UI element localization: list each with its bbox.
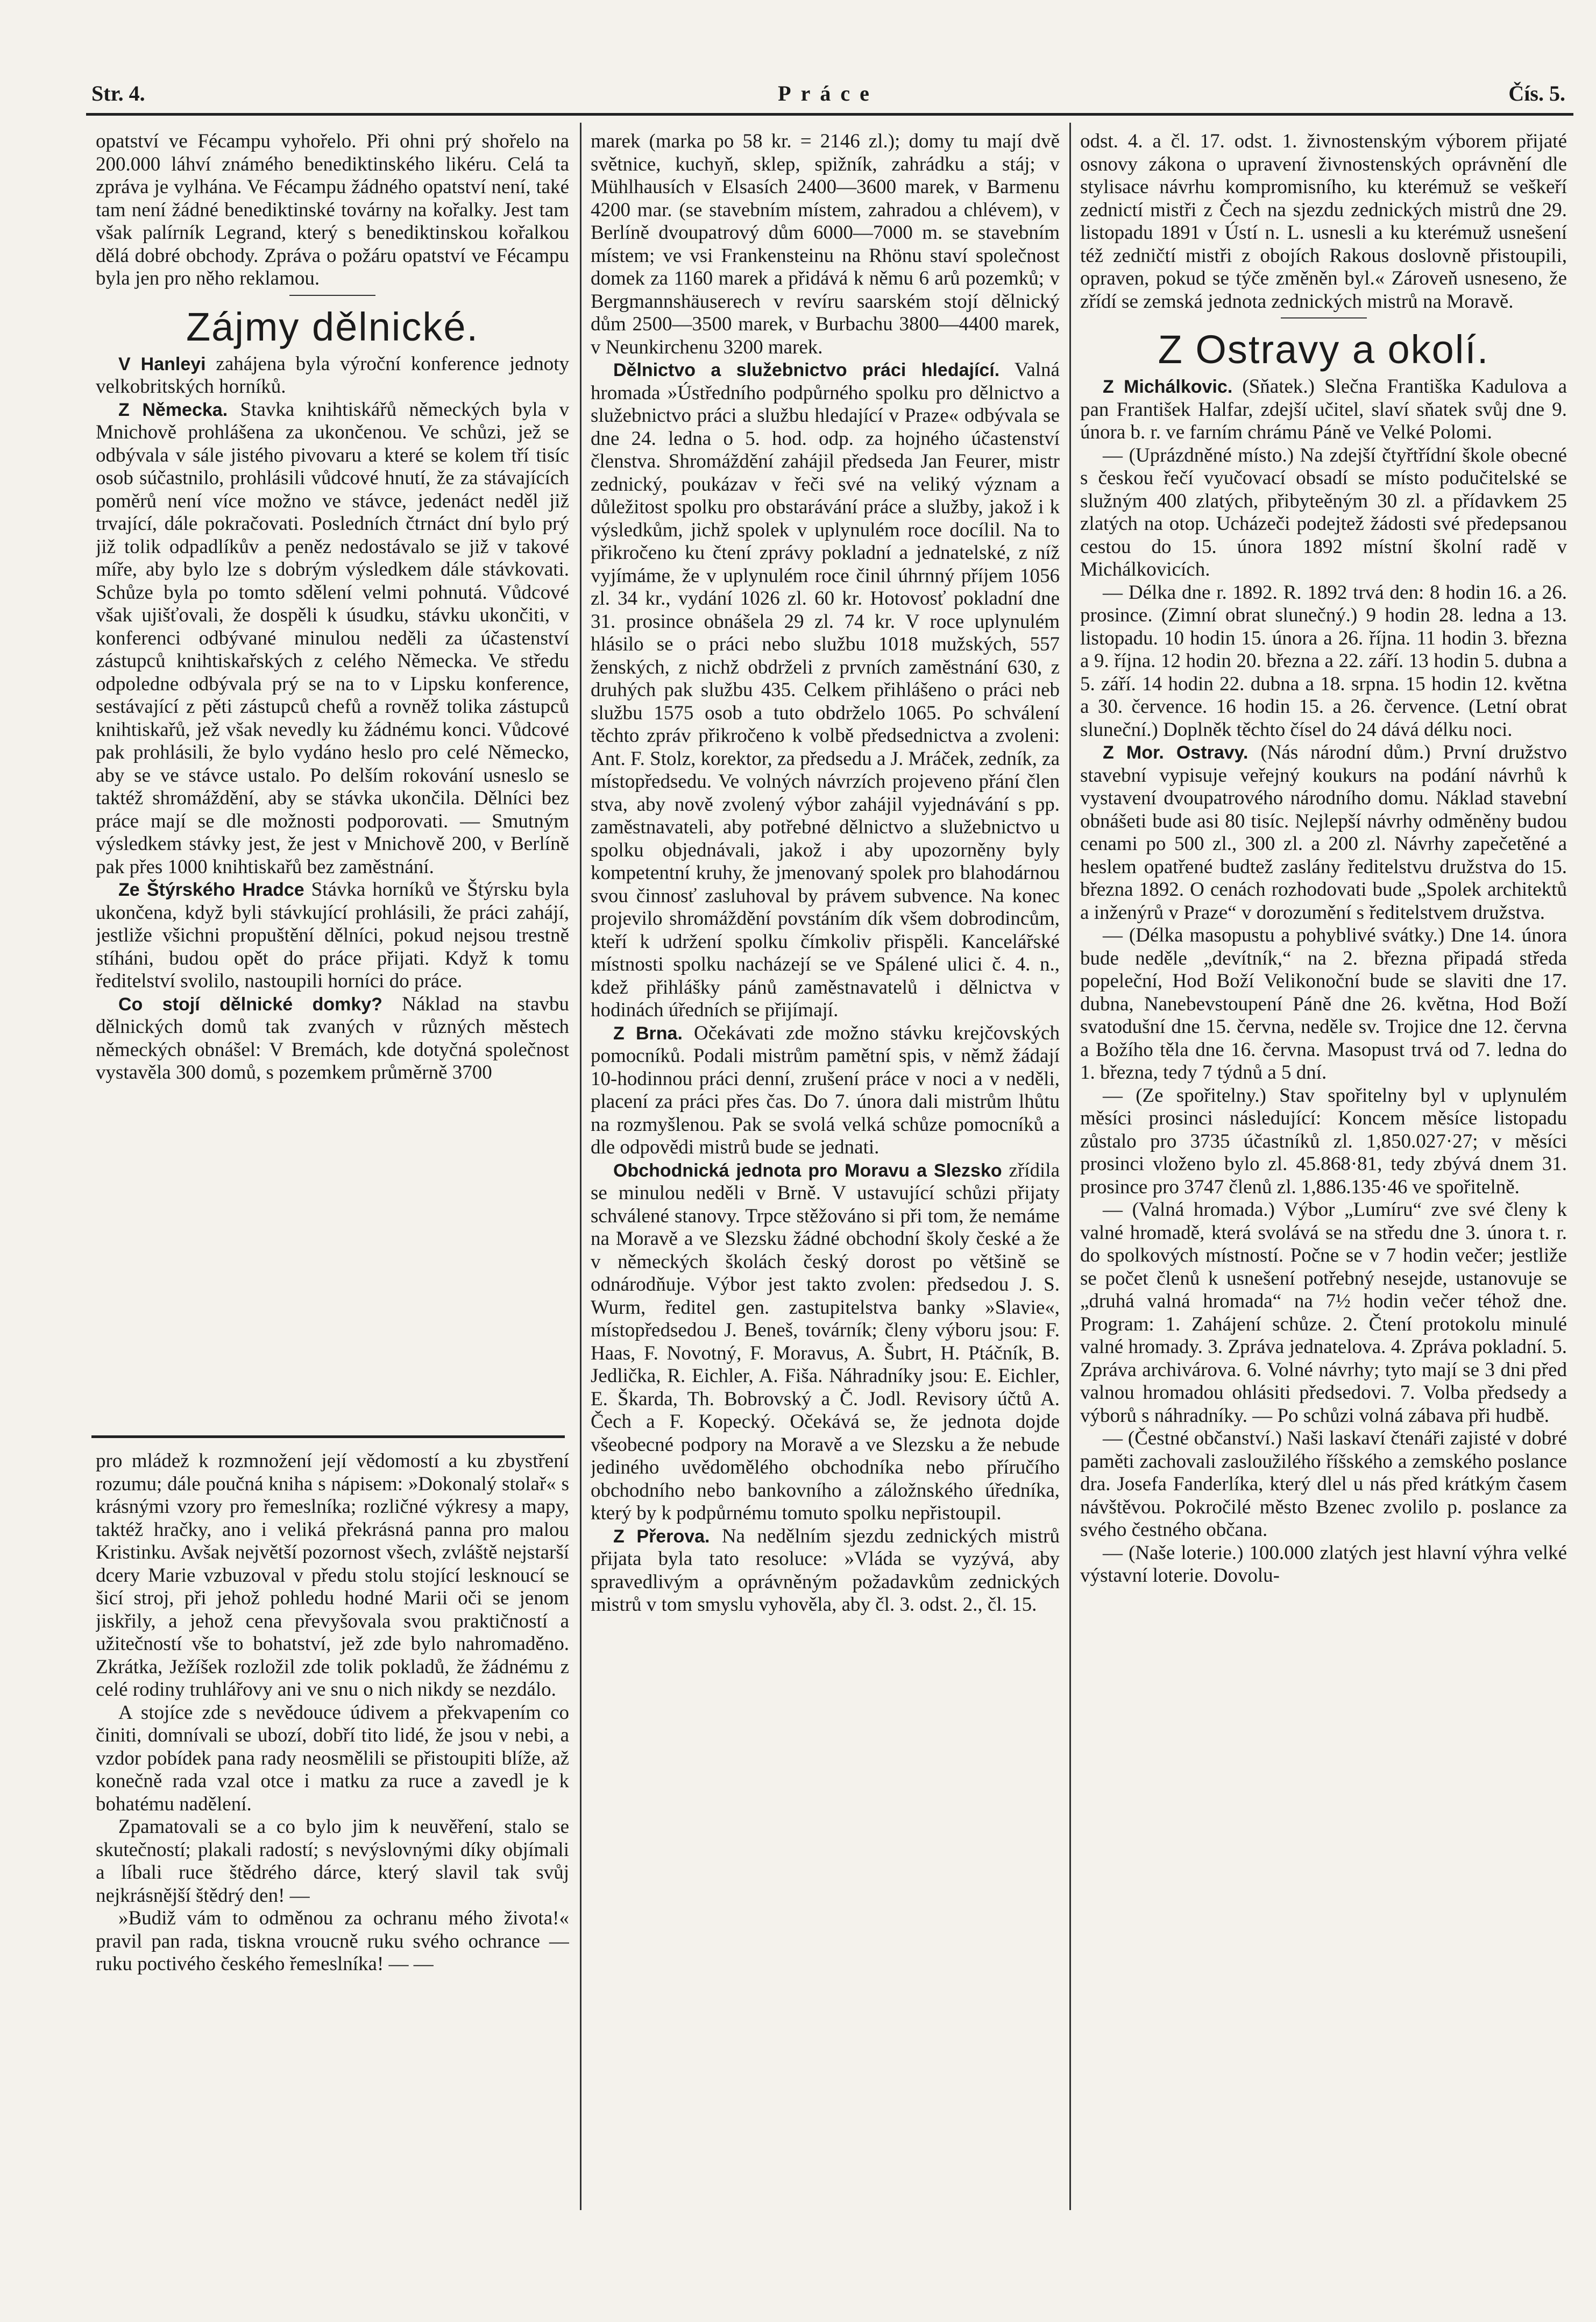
paragraph: A stojíce zde s nevědouce údivem a překvapením co činiti, domnívali se ubozí, dobří tito lidé, že jsou v nebi, a vzdor pobídek pana rady neosmělili se přistoupiti blíže, až konečně rada vzal otce i matku za ruce a zavedl je k bohatému nadělení. — [96, 1701, 569, 1815]
paragraph: »Budiž vám to odměnou za ochranu mého života!« pravil pan rada, tiskna vroucně ruku svého ochrance — ruku poctivého českého řemeslníka! — — — [96, 1907, 569, 1975]
paragraph: — (Čestné občanství.) Naši laskaví čtenáři zajisté v dobré paměti zachovali zasloužilého říšského a zemského poslance dra. Josefa Fanderlíka, který dlel u nás před krátkým časem návštěvou. Pokročilé město Bzenec zvolilo p. poslance za svého čestného občana. — [1080, 1427, 1567, 1541]
article-lead: Z Německa. — [118, 399, 228, 420]
paragraph: pro mládež k rozmnožení její vědomostí a ku zbystření rozumu; dále poučná kniha s nápisem: »Dokonalý stolař« s krásnými vzory pro řemeslníka; rozličné výkresy a mapy, taktéž hračky, ano i veliká překrásná panna pro malou Kristinku. Avšak největší pozornost všech, zvláště nejstarší dcery Marie vzbuzoval v předu stolu stojící lesknoucí se šicí stroj, při jehož pohledu hodné Marii oči se jenom jiskřily, a jehož cena převyšovala svou praktičností a užitečností vše to bohatství, jež zde bylo nahromaděno. Zkrátka, Ježíšek rozložil zde tolik pokladů, že žádnému z celé rodiny truhlářovy ani ve snu o nich nikdy se nezdálo. — [96, 1450, 569, 1701]
article — [591, 1159, 1060, 1525]
paragraph: — Délka dne r. 1892. R. 1892 trvá den: 8 hodin 16. a 26. prosince. (Zimní obrat slunečný.) 9 hodin 28. ledna a 13. listopadu. 10 hodin 15. února a 26. října. 11 hodin 3. března a 9. října. 12 hodin 20. března a 22. září. 13 hodin 5. dubna a 5. září. 14 hodin 22. dubna a 18. srpna. 15 hodin 12. května a 30. července. 16 hodin 15. a 26. července. (Letní obrat sluneční.) Doplněk těchto čísel do 24 dává délku noci. — [1080, 581, 1567, 741]
article — [1080, 741, 1567, 924]
article — [96, 879, 569, 993]
column-3 — [1080, 130, 1567, 2215]
issue-number: Čís. 5. — [1508, 81, 1565, 105]
article-text: Stavka knihtiskářů německých byla v Mnichově prohlášena za ukončenou. Ve schůzi, jež se odbývala v sále jistého pivovaru a které se kolem tří tisíc osob súčastnilo, prohlásili vůdcové hnutí, že za stávajících poměrů není více možno ve stávce, jedenáct neděl již trvající, dále pokračovati. Posledních čtrnáct dní bylo prý již tolik odpadlíkův a peněz nedostávalo se již v takové míře, aby bylo lze s dobrým výsledkem dále stávkovati. Schůze byla po tomto sdělení velmi pohnutá. Vůdcové však ujišťovali, že dospěli k úsudku, stávku ukončiti, v konferenci odbývané minulou neděli za účastenství zástupců knihtiskařských z celého Německa. Ve středu odpoledne odbývala prý se na to v Lipsku konference, sestávající z pěti zástupců chefů a rovněž tolika zástupců knihtiskařů, jež však nevedly ku žádnému konci. Vůdcové pak prohlásili, že bylo vydáno heslo pro celé Německo, aby se ve stávce ustalo. Po delším rokování usneslo se taktéž shromáždění, aby se stávka ukončila. Dělníci bez práce mají se dle možnosti podporovati. — Smutným výsledkem stávky jest, že jest v Mnichově 200, v Berlíně pak přes 1000 knihtiskařů bez zaměstnání. — [96, 398, 569, 878]
paragraph: — (Uprázdněné místo.) Na zdejší čtyřtřídní škole obecné s českou řečí vyučovací obsadí se místo podučitelské se služným 400 zlatých, přibyteěným 30 zl. a přídavkem 25 zlatých na otop. Ucházeči podejtež žádosti své předepsanou cestou do 15. února 1892 místní školní radě v Michálkovicích. — [1080, 444, 1567, 580]
article-lead: Z Michálkovic. — [1103, 377, 1233, 397]
article-text: (Sňatek.) Slečna Františka Kadulova a pan František Halfar, zdejší učitel, slaví sňatek svůj dne 9. února b. r. ve farním chrámu Páně ve Velké Polomi. — [1080, 376, 1567, 443]
column-divider-1 — [580, 123, 581, 2210]
page-header — [91, 81, 1565, 113]
article-text: Očekávati zde možno stávku krejčovských pomocníků. Podali mistrům pamětní spis, v němž žádají 10-hodinnou práci denní, zrušení práce v noci a v neděli, placení za práci přes čas. Do 7. února dali mistrům lhůtu na rozmyšlenou. Pak se svolá velká schůze pomocníků a dle odpovědi mistrů bude se jednati. — [591, 1022, 1060, 1158]
article-text: Stávka horníků ve Štýrsku byla ukončena, když byli stávkující prohlásili, že práci zahájí, jestliže všichni propuštění dělníci, pokud nejsou trestně stíháni, budou opět do práce přijati. Když k tomu ředitelství svolilo, nastoupili horníci do práce. — [96, 879, 569, 992]
section-heading: Zájmy dělnické. — [186, 304, 479, 349]
paragraph: — (Ze spořitelny.) Stav spořitelny byl v uplynulém měsíci prosinci následující: Koncem měsíce listopadu zůstalo pro 3735 účastníků zl. 1,850.027·27; v měsíci prosinci vloženo bylo zl. 45.868·81, tedy zbývá dnem 31. prosince pro 3747 členů zl. 1,886.135·46 ve spořitelně. — [1080, 1084, 1567, 1198]
article — [96, 993, 569, 1085]
feuilleton-rule — [91, 1435, 565, 1438]
article — [591, 1525, 1060, 1617]
article — [591, 1022, 1060, 1159]
article — [591, 359, 1060, 1022]
article-text: Na nedělním sjezdu zednických mistrů přijata byla tato resoluce: »Vláda se vyzývá, aby spravedlivým a oprávněným požadavkům zednických mistrů v tom smyslu vyhověla, aby čl. 3. odst. 2., čl. 15. — [591, 1525, 1060, 1616]
article-lead: Ze Štýrského Hradce — [118, 880, 304, 900]
paragraph: opatství ve Fécampu vyhořelo. Při ohni prý shořelo na 200.000 láhví známého benediktinského likéru. Celá ta zpráva je vylhána. Ve Fécampu žádného opatství není, také tam není žádné benediktinské továrny na kořalky. Jest tam však palírník Legrand, který s benediktinskou kořalkou dělá dobré obchody. Zpráva o požáru opatství ve Fécampu byla jen pro něho reklamou. — [96, 130, 569, 289]
page-number: Str. 4. — [91, 81, 145, 105]
paragraph: — (Délka masopustu a pohyblivé svátky.) Dne 14. února bude neděle „devítník,“ na 2. března připadá středa popeleční, Hod Boží Velikonoční bude se slaviti dne 17. dubna, Nanebevstoupení Páně dne 26. května, Hod Boží svatodušní dne 15. června, neděle sv. Trojice dne 12. června a Božího těla dne 16. června. Masopust trvá od 7. ledna do 1. března, tedy 7 týdnů a 5 dní. — [1080, 924, 1567, 1084]
newspaper-title: Práce — [778, 81, 879, 105]
column-1-feuilleton — [96, 1450, 569, 2214]
article-lead: Obchodnická jednota pro Moravu a Slezsko — [613, 1160, 1002, 1181]
paragraph: marek (marka po 58 kr. = 2146 zl.); domy tu mají dvě světnice, kuchyň, sklep, spižník, zahrádku a stáj; v Mühlhausích v Elsasích 2400—3600 marek, v Barmenu 4200 mar. (se stavebním místem, zahradou a chlévem), v Berlíně dvoupatrový dům 6000—7000 m. se stavebním místem; ve vsi Frankensteinu na Rhönu staví společnost domek za 1160 marek a přidává k němu 6 arů pozemků; v Bergmannshäuserech v revíru saarském stojí dělnický dům 2500—3500 marek, v Burbachu 3800—4400 marek, v Neunkirchenu 3200 marek. — [591, 130, 1060, 358]
article — [96, 353, 569, 399]
article-text: Valná hromada »Ústředního podpůrného spolku pro dělnictvo a služebnictvo práci a službu hledající v Praze« odbývala se dne 24. ledna o 5. hod. odp. za hojného účastenství členstva. Shromáždění zahájil předseda Jan Feurer, mistr zednický, poukázav v řeči své na veliký význam a důležitost spolku pro obstarávání práce a služby, jakož i k výsledkům, jichž spolek v uplynulém roce docílil. Na to přikročeno ku čtení zprávy pokladní a jednatelské, z níž vyjímáme, že v uplynulém roce činil úhrnný příjem 1056 zl. 34 kr., vydání 1026 zl. 60 kr. Hotovosť pokladní dne 31. prosince obnášela 29 zl. 74 kr. V roce uplynulém hlásilo se o práci nebo službu 1018 mužských, 557 ženských, z nichž obdrželi z prvních zaměstnání 630, z druhých pak službu 435. Celkem přihlášeno o práci neb službu 1575 osob a tuto obdrželo 1065. Po schválení těchto zpráv přikročeno k volbě předsednictva a zvoleni: Ant. F. Stolz, korektor, za předsedu a J. Mráček, zedník, za místopředsedu. Ve volných návrzích projeveno přání člen stva, aby nově zvolený výbor zahájil vyjednávání s pp. zaměstnavateli, aby potřebné dělnictvo a služebnictvo u spolku objednávali, jakož i aby upozorněny byly kompetentní kruhy, že jmenovaný spolek pro blahodárnou svou činnosť zasluhoval by právem subvence. Na konec projevilo shromáždění povstáním dík všem dobrodincům, kteří k udržení spolku čímkoliv přispěli. Kancelářské místnosti spolku nacházejí se ve Spálené ulici č. 4. n., kdež přihlášky pánů zaměstnavatelů i dělnictva v hodinách úředních se přijímají. — [591, 359, 1060, 1021]
article-text: zahájena byla výroční konference jednoty velkobritských horníků. — [96, 352, 569, 398]
paragraph: — (Valná hromada.) Výbor „Lumíru“ zve své členy k valné hromadě, která svolává se na středu dne 3. února t. r. do spolkových místností. Počne se v 7 hodin večer; jestliže se počet členů k usnešení potřebný nesejde, ustanovuje se „druhá valná hromada“ na 7½ hodin večer téhož dne. Program: 1. Zahájení schůze. 2. Čtení protokolu minulé valné hromady. 3. Zpráva jednatelova. 4. Zpráva pokladní. 5. Zpráva archivárova. 6. Volné návrhy; tyto mají se 3 dni před valnou hromadou ohlásiti předsedovi. 7. Volba předsedy a výborů s náhradníky. — Po schůzi volná zábava při hudbě. — [1080, 1199, 1567, 1427]
separator — [1281, 317, 1367, 318]
column-divider-2 — [1069, 123, 1071, 2210]
paragraph: — (Naše loterie.) 100.000 zlatých jest hlavní výhra velké výstavní loterie. Dovolu- — [1080, 1541, 1567, 1587]
article-lead: Co stojí dělnické domky? — [118, 994, 382, 1015]
article-text: zřídila se minulou neděli v Brně. V ustavující schůzi přijaty schválené stanovy. Trpce stěžováno si při tom, že nemáme na Moravě a ve Slezsku žádné obchodní školy české a že v německých školách český dorost po většině se odnárodňuje. Výbor jest takto zvolen: předsedou J. S. Wurm, ředitel gen. zastupitelstva banky »Slavie«, místopředsedou J. Beneš, továrník; členy výboru jsou: F. Haas, F. Novotný, F. Moravus, A. Šubrt, H. Ptáčník, B. Jedlička, R. Eichler, A. Fiša. Náhradníky jsou: E. Eichler, E. Škarda, Th. Bobrovský a Č. Jodl. Revisory účtů A. Čech a F. Kopecký. Očekává se, že jednota dojde všeobecné podpory na Moravě a ve Slezsku a že nebude jediného uvědomělého obchodníka nebo příručího obchodního nebo bankovního a záložnského úředníka, který by k podpůrnému tomuto spolku nepřistoupil. — [591, 1159, 1060, 1524]
article-text: Náklad na stavbu dělnických domů tak zvaných v různých městech německých obnášel: V Bremách, kde dotyčná společnost vystavěla 300 domů, s pozemkem průměrně 3700 — [96, 993, 569, 1084]
article-lead: Dělnictvo a služebnictvo práci hledající. — [613, 360, 1000, 380]
paragraph: odst. 4. a čl. 17. odst. 1. živnostenským výborem přijaté osnovy zákona o upravení živnostenských oprávnění dle stylisace návrhu kompromisního, ku kterémuž se veškeří zednictí mistři z Čech na sjezdu zednických mistrů dne 29. listopadu 1891 v Ústí n. L. usnesli a ku kterémuž usnešení též zedničtí mistři z obojích Rakous doslovně přistoupili, opraven, pokud se týče změněn byl.« Zároveň usneseno, že zřídí se zemská jednota zednických mistrů na Moravě. — [1080, 130, 1567, 313]
column-1-top — [96, 130, 569, 1426]
article-text: (Nás národní dům.) První družstvo stavební vypisuje veřejný koukurs na podání návrhů k vystavení dvoupatrového národního domu. Náklad stavební obnášeti bude asi 80 tisíc. Nejlepší návrhy odměněny budou cenami po 500 zl., 300 zl. a 200 zl. Návrhy zapečetěné a heslem opatřené budtež zaslány ředitelstvu družstva do 15. března 1892. O cenách rozhodovati bude „Spolek architektů a inženýrů v Praze“ v dorozumění s ředitelstvem družstva. — [1080, 741, 1567, 924]
article-lead: Z Mor. Ostravy. — [1103, 742, 1249, 763]
separator — [289, 295, 375, 296]
article-lead: V Hanleyi — [118, 353, 206, 374]
paragraph: Zpamatovali se a co bylo jim k neuvěření, stalo se skutečností; plakali radostí; s nevýslovnými díky objímali a líbali ruce štědrého dárce, který slavil tak svůj nejkrásnější štědrý den! — — [96, 1816, 569, 1907]
section-heading: Z Ostravy a okolí. — [1158, 327, 1489, 372]
article-lead: Z Přerova. — [613, 1526, 710, 1547]
article — [1080, 376, 1567, 444]
article-lead: Z Brna. — [613, 1023, 683, 1044]
header-rule — [86, 113, 1573, 116]
article — [96, 399, 569, 879]
column-2 — [591, 130, 1060, 2215]
